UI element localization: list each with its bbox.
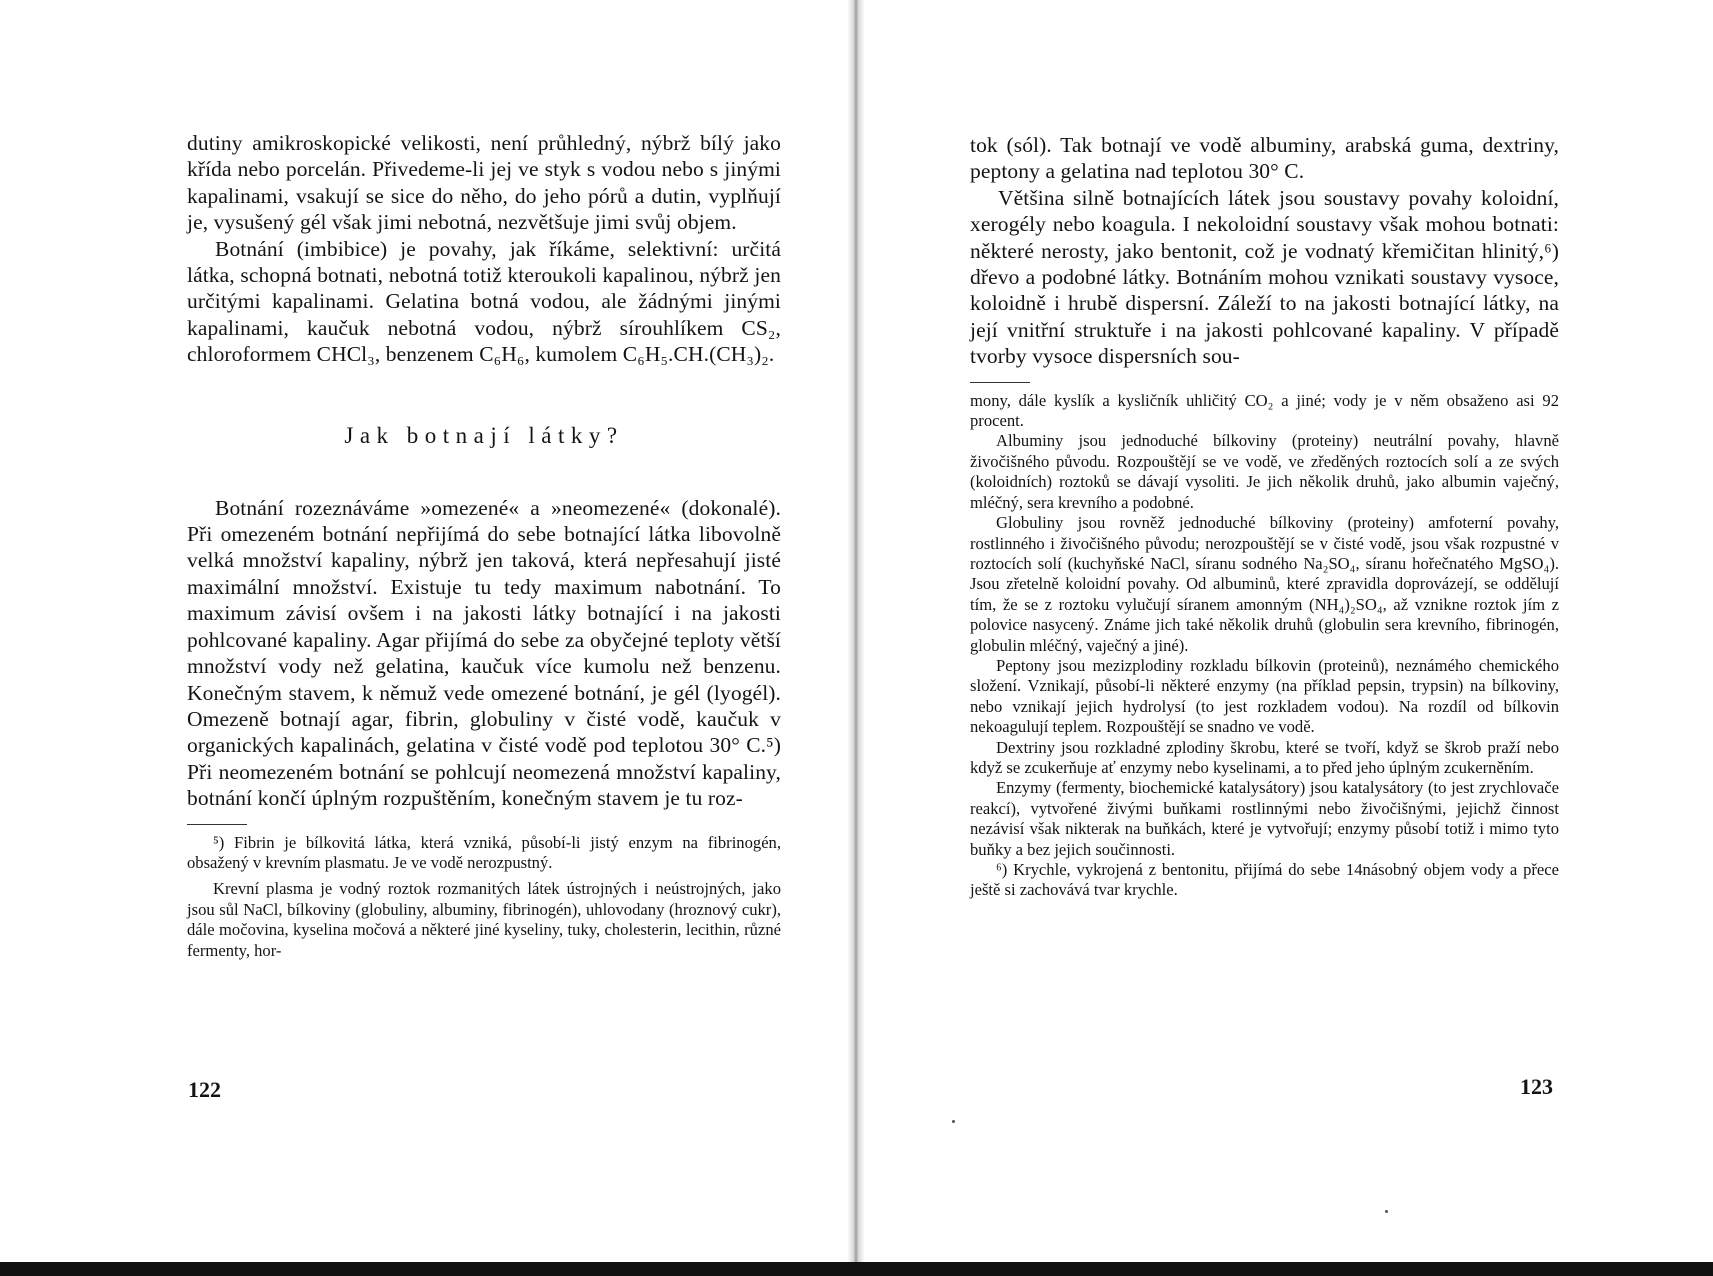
left-page [0, 0, 852, 1262]
book-gutter [848, 0, 864, 1262]
right-body-paragraph-1: tok (sól). Tak botnají ve vodě albuminy, arabská guma, dextriny, peptony a gelatina nad teplotou 30° C. [970, 133, 1559, 184]
scan-edge [0, 1262, 1713, 1276]
footnote-divider [187, 824, 247, 825]
right-body-paragraph-2: Většina silně botnajících látek jsou soustavy povahy koloidní, xerogély nebo koagula. I nekoloidní soustavy však mohou botnati: některé nerosty, jako bentonit, což je vodnatý křemičitan hlinitý,⁶) dřevo a podobné látky. Botnáním mohou vznikati soustavy vysoce, koloidně i hrubě dispersní. Záleží to na jakosti botnající látky, na její vnitřní struktuře i na jakosti pohlcované kapaliny. V případě tvorby vysoce dispersních sou- [970, 185, 1559, 369]
page-number-right: 123 [1520, 1074, 1553, 1099]
left-body-paragraph-1: dutiny amikroskopické velikosti, není průhledný, nýbrž bílý jako křída nebo porcelán. Přivedeme-li jej ve styk s vodou nebo s jinými kapalinami, vsakují se sice do něho, do jeho pórů a dutin, vyplňují je, vysušený gél však jimi nebotná, nezvětšuje jimi svůj objem. [187, 131, 781, 235]
section-heading: Jak botnají látky? [344, 422, 624, 448]
right-footnote-1: mony, dále kyslík a kysličník uhličitý CO₂ a jiné; vody je v něm obsaženo asi 92 procent. [970, 390, 1559, 431]
footnote-divider-right [970, 382, 1030, 383]
right-footnote-6: Enzymy (fermenty, biochemické katalysátory) jsou katalysátory (to jest zrychlovače reakcí), vytvořené živými buňkami rostlinnými nebo živočišnými, jejichž činnost nezávisí však nikterak na buňkách, které je vytvořují; enzymy působí totiž i mimo tyto buňky a bez jejich součinnosti. [970, 778, 1559, 859]
left-body-paragraph-3: Botnání rozeznáváme »omezené« a »neomezené« (dokonalé). Při omezeném botnání nepřijímá do sebe botnající látka libovolně velká množství kapaliny, nýbrž jen taková, která nepřesahují jisté maximální množství. Existuje tu tedy maximum nabotnání. To maximum závisí ovšem i na jakosti látky botnající i na jakosti pohlcované kapaliny. Agar přijímá do sebe za obyčejné teploty větší množství vody než gelatina, kaučuk více kumolu než benzenu. Konečným stavem, k němuž vede omezené botnání, je gél (lyogél). Omezeně botnají agar, fibrin, globuliny v čisté vodě, kaučuk v organických kapalinách, gelatina v čisté vodě pod teplotou 30° C.⁵) Při neomezeném botnání se pohlcují neomezená množství kapaliny, botnání končí úplným rozpuštěním, konečným stavem je tu roz- [187, 495, 781, 811]
right-footnote-7: ⁶) Krychle, vykrojená z bentonitu, přijímá do sebe 14násobný objem vody a přece ještě si zachovává tvar krychle. [970, 860, 1559, 900]
page-number-left: 122 [188, 1077, 221, 1102]
right-text-column [970, 132, 1559, 901]
right-footnote-4: Peptony jsou mezizplodiny rozkladu bílkovin (proteinů), neznámého chemického složení. Vznikají, působí-li některé enzymy (na příklad pepsin, trypsin) na bílkoviny, nebo vznikají jejich hydrolysí (to jest rozkladem vodou). Na rozdíl od bílkovin nekoagulují teplem. Rozpouštějí se snadno ve vodě. [970, 655, 1559, 737]
left-footnote-2: Krevní plasma je vodný roztok rozmanitých látek ústrojných i neústrojných, jako jsou sůl NaCl, bílkoviny (globuliny, albuminy, fibrinogén), uhlovodany (hroznový cukr), dále močovina, kyselina močová a některé jiné kyseliny, tuky, cholesterin, lecithin, různé fermenty, hor- [187, 879, 781, 960]
left-footnote-1: ⁵) Fibrin je bílkovitá látka, která vzniká, působí-li jistý enzym na fibrinogén, obsažený v krevním plasmatu. Je ve vodě nerozpustný. [187, 832, 781, 872]
scan-speck [1385, 1210, 1388, 1213]
right-footnote-2: Albuminy jsou jednoduché bílkoviny (proteiny) neutrální povahy, hlavně živočišného původu. Rozpouštějí se ve vodě, ve zředěných roztocích solí a ze svých (koloidních) roztoků se dávají vysoliti. Je jich několik druhů, jako albumin vaječný, mléčný, sera krevního a podobné. [970, 431, 1559, 512]
left-text-column [187, 130, 781, 961]
left-body-paragraph-2: Botnání (imbibice) je povahy, jak říkáme, selektivní: určitá látka, schopná botnati, nebotná totiž kteroukoli kapalinou, nýbrž jen určitými kapalinami. Gelatina botná vodou, ale žádnými jinými kapalinami, kaučuk nebotná vodou, nýbrž sírouhlíkem CS₂, chloroformem CHCl₃, benzenem C₆H₆, kumolem C₆H₅.CH.(CH₃)₂. [187, 236, 781, 367]
scan-speck [952, 1120, 955, 1123]
right-footnote-5: Dextriny jsou rozkladné zplodiny škrobu, které se tvoří, když se škrob praží nebo když se zcukerňuje ať enzymy nebo kyselinami, a to před jeho úplným zcukerněním. [970, 737, 1559, 777]
right-footnote-3: Globuliny jsou rovněž jednoduché bílkoviny (proteiny) amfoterní povahy, rostlinného i živočišného původu; nerozpouštějí se v čisté vodě, jsou však rozpustné v roztocích solí (kuchyňské NaCl, síranu sodného Na₂SO₄, síranu hořečnatého MgSO₄). Jsou zřetelně koloidní povahy. Od albuminů, které zpravidla doprovázejí, se oddělují tím, že se z roztoku vylučují síranem amonným (NH₄)₂SO₄, až vznikne roztok jím z polovice nasycený. Známe jich také několik druhů (globulin sera krevního, fibrinogén, globulin mléčný, vaječný a jiné). [970, 513, 1559, 655]
